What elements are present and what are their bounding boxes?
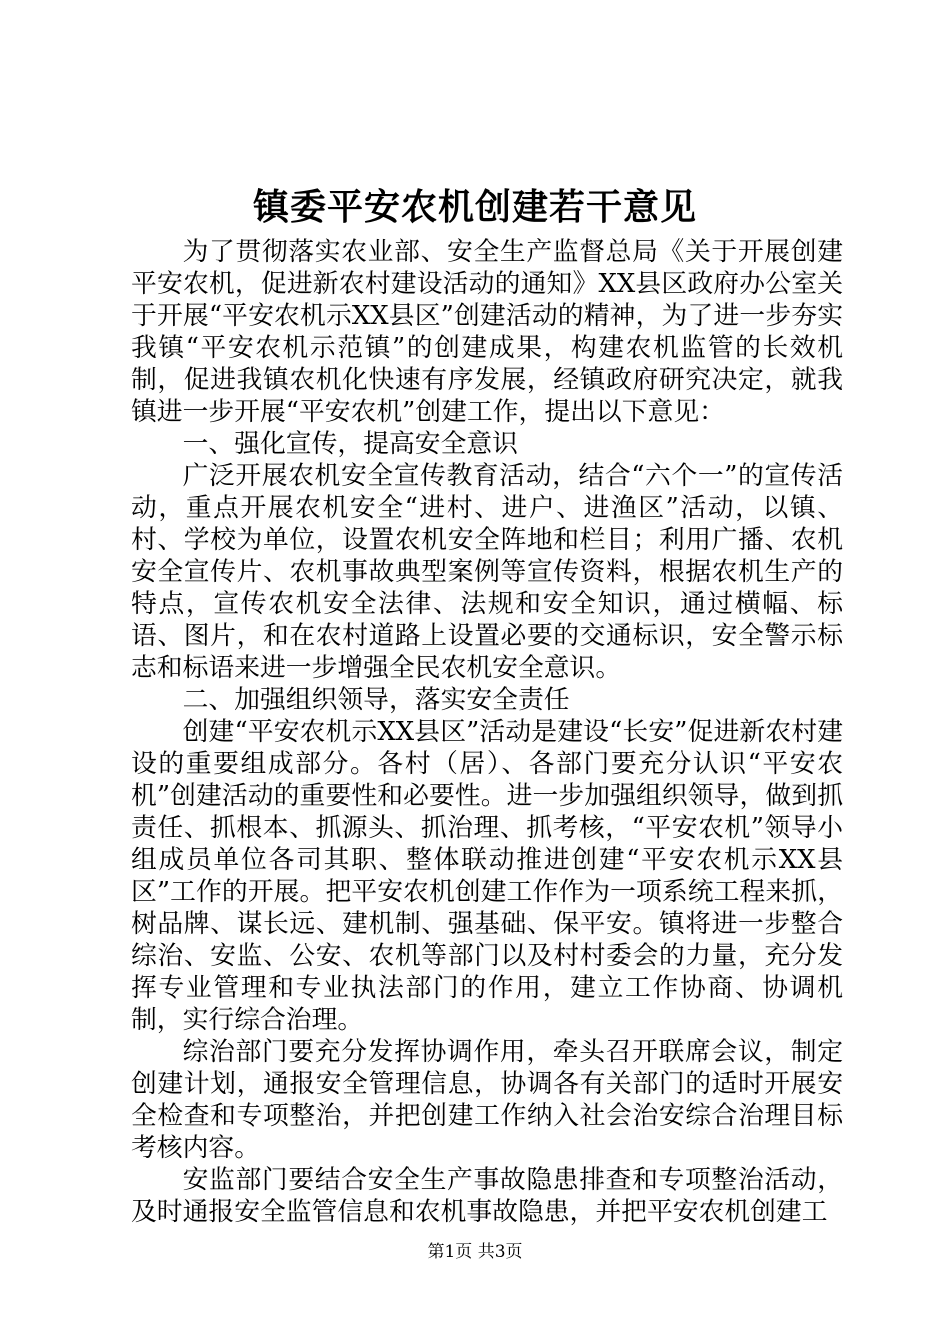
section-heading-1: 一、强化宣传，提高安全意识	[182, 429, 518, 459]
body-paragraph: 创建“平安农机示XX县区”活动是建设“长安”促进新农村建设的重要组成部分。各村（居）、各部门要充分认识“平安农机”创建活动的重要性和必要性。进一步加强组织领导，做到抓责任、抓根本、抓源头、抓治理、抓考核，“平安农机”领导小组成员单位各司其职、整体联动推进创建“平安农机示XX县区”工作的开展。把平安农机创建工作作为一项系统工程来抓，树品牌、谋长远、建机制、强基础、保平安。镇将进一步整合综治、安监、公安、农机等部门以及村村委会的力量，充分发挥专业管理和专业执法部门的作用，建立工作协商、协调机制，实行综合治理。	[131, 717, 843, 1035]
intro-paragraph: 为了贯彻落实农业部、安全生产监督总局《关于开展创建平安农机，促进新农村建设活动的通知》XX县区政府办公室关于开展“平安农机示XX县区”创建活动的精神，为了进一步夯实我镇“平安农机示范镇”的创建成果，构建农机监管的长效机制，促进我镇农机化快速有序发展，经镇政府研究决定，就我镇进一步开展“平安农机”创建工作，提出以下意见：	[131, 237, 843, 427]
document-title: 镇委平安农机创建若干意见	[252, 186, 697, 228]
body-paragraph: 综治部门要充分发挥协调作用，牵头召开联席会议，制定创建计划，通报安全管理信息，协调各有关部门的适时开展安全检查和专项整治，并把创建工作纳入社会治安综合治理目标考核内容。	[131, 1037, 843, 1163]
body-paragraph: 安监部门要结合安全生产事故隐患排查和专项整治活动，及时通报安全监管信息和农机事故隐患，并把平安农机创建工	[131, 1165, 843, 1227]
section-heading-2: 二、加强组织领导，落实安全责任	[182, 685, 570, 715]
page-number-footer: 第1页 共3页	[427, 1242, 523, 1262]
document-body	[131, 236, 843, 1228]
body-paragraph: 广泛开展农机安全宣传教育活动，结合“六个一”的宣传活动，重点开展农机安全“进村、进户、进渔区”活动，以镇、村、学校为单位，设置农机安全阵地和栏目；利用广播、农机安全宣传片、农机事故典型案例等宣传资料，根据农机生产的特点，宣传农机安全法律、法规和安全知识，通过横幅、标语、图片，和在农村道路上设置必要的交通标识，安全警示标志和标语来进一步增强全民农机安全意识。	[131, 461, 843, 683]
